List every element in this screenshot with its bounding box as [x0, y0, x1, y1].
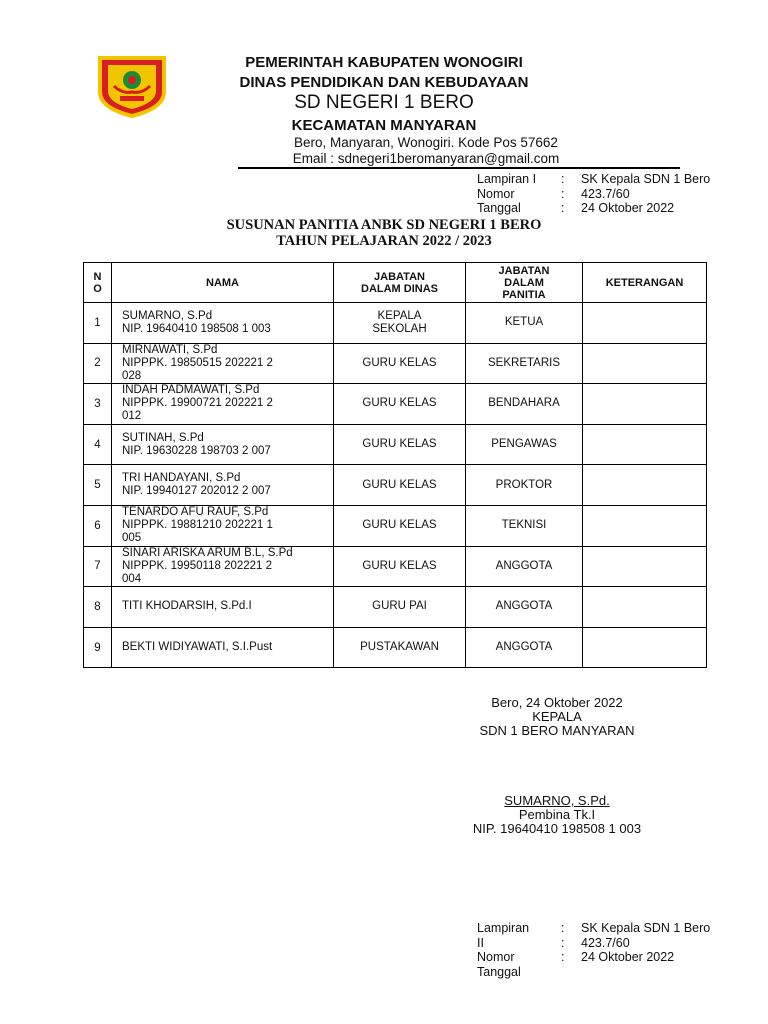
cell-keterangan — [583, 587, 707, 628]
cell-no: 7 — [84, 546, 112, 587]
table-row — [84, 505, 707, 546]
cell-no: 2 — [84, 343, 112, 384]
attachment-row: Lampiran I : SK Kepala SDN 1 Bero — [477, 172, 711, 186]
cell-keterangan — [583, 303, 707, 344]
table-row — [84, 343, 707, 384]
cell-keterangan — [583, 343, 707, 384]
attachment-row: Tanggal : 24 Oktober 2022 — [477, 201, 675, 215]
attachment-row: Lampiran : SK Kepala SDN 1 Bero — [477, 921, 711, 935]
cell-keterangan — [583, 627, 707, 668]
cell-jabatan-dinas: GURU PAI — [334, 587, 466, 628]
table-row — [84, 424, 707, 465]
cell-no: 5 — [84, 465, 112, 506]
table-row — [84, 384, 707, 425]
cell-no: 3 — [84, 384, 112, 425]
cell-no: 4 — [84, 424, 112, 465]
table-row — [84, 627, 707, 668]
cell-nama: TRI HANDAYANI, S.Pd NIP. 19940127 202012 2 007 — [112, 465, 334, 506]
signatory-rank: Pembina Tk.I — [518, 807, 596, 822]
cell-jabatan-dinas: KEPALA SEKOLAH — [334, 303, 466, 344]
cell-jabatan-dinas: GURU KELAS — [334, 465, 466, 506]
header-email: Email : sdnegeri1beromanyaran@gmail.com — [292, 151, 560, 166]
signature-role: KEPALA — [532, 709, 582, 724]
col-header-jabatan-dinas: JABATAN DALAM DINAS — [334, 263, 466, 303]
cell-nama: SUTINAH, S.Pd NIP. 19630228 198703 2 007 — [112, 424, 334, 465]
cell-nama: TENARDO AFU RAUF, S.Pd NIPPPK. 19881210 202221 1 005 — [112, 505, 334, 546]
attachment-row: II : 423.7/60 — [477, 935, 630, 950]
attachment-row: Nomor : 24 Oktober 2022 — [477, 950, 675, 964]
cell-jabatan-panitia: KETUA — [466, 303, 583, 344]
col-header-keterangan: KETERANGAN — [583, 263, 707, 303]
header-school-name: SD NEGERI 1 BERO — [294, 92, 474, 113]
signature-place-date: Bero, 24 Oktober 2022 — [491, 695, 623, 710]
attachment-info-top — [477, 172, 710, 216]
cell-jabatan-panitia: PROKTOR — [466, 465, 583, 506]
signatory-name: SUMARNO, S.Pd. — [504, 793, 610, 808]
header-district: KECAMATAN MANYARAN — [291, 117, 477, 134]
cell-keterangan — [583, 546, 707, 587]
cell-keterangan — [583, 384, 707, 425]
cell-nama: BEKTI WIDIYAWATI, S.I.Pust — [112, 627, 334, 668]
attachment-row: Nomor : 423.7/60 — [477, 186, 630, 201]
cell-nama: MIRNAWATI, S.Pd NIPPPK. 19850515 202221 2 028 — [112, 343, 334, 384]
cell-nama: SUMARNO, S.Pd NIP. 19640410 198508 1 003 — [112, 303, 334, 344]
cell-jabatan-panitia: ANGGOTA — [466, 546, 583, 587]
col-header-nama: NAMA — [112, 263, 334, 303]
table-row — [84, 303, 707, 344]
header-government: PEMERINTAH KABUPATEN WONOGIRI — [245, 54, 523, 71]
cell-jabatan-panitia: BENDAHARA — [466, 384, 583, 425]
table-row — [84, 465, 707, 506]
cell-jabatan-dinas: GURU KELAS — [334, 343, 466, 384]
cell-no: 8 — [84, 587, 112, 628]
document-title: SUSUNAN PANITIA ANBK SD NEGERI 1 BERO — [226, 217, 542, 233]
attachment-info-bottom — [477, 921, 710, 979]
col-header-no: N O — [84, 263, 112, 303]
cell-nama: SINARI ARISKA ARUM B.L, S.Pd NIPPPK. 19950118 202221 2 004 — [112, 546, 334, 587]
table-header-row — [84, 263, 707, 303]
cell-keterangan — [583, 465, 707, 506]
signature-office: SDN 1 BERO MANYARAN — [479, 723, 635, 738]
col-header-jabatan-panitia: JABATAN DALAM PANITIA — [466, 263, 583, 303]
attachment-row: Tanggal — [477, 964, 521, 979]
cell-no: 6 — [84, 505, 112, 546]
cell-jabatan-panitia: PENGAWAS — [466, 424, 583, 465]
cell-jabatan-dinas: GURU KELAS — [334, 505, 466, 546]
header-department: DINAS PENDIDIKAN DAN KEBUDAYAAN — [239, 74, 529, 91]
cell-keterangan — [583, 424, 707, 465]
cell-nama: TITI KHODARSIH, S.Pd.I — [112, 587, 334, 628]
table-row — [84, 587, 707, 628]
cell-jabatan-panitia: TEKNISI — [466, 505, 583, 546]
cell-jabatan-dinas: GURU KELAS — [334, 546, 466, 587]
document-subtitle: TAHUN PELAJARAN 2022 / 2023 — [276, 233, 492, 249]
cell-jabatan-panitia: ANGGOTA — [466, 627, 583, 668]
cell-jabatan-dinas: PUSTAKAWAN — [334, 627, 466, 668]
cell-jabatan-dinas: GURU KELAS — [334, 384, 466, 425]
cell-jabatan-panitia: SEKRETARIS — [466, 343, 583, 384]
cell-no: 9 — [84, 627, 112, 668]
committee-table — [83, 262, 707, 668]
cell-jabatan-panitia: ANGGOTA — [466, 587, 583, 628]
cell-jabatan-dinas: GURU KELAS — [334, 424, 466, 465]
cell-nama: INDAH PADMAWATI, S.Pd NIPPPK. 19900721 202221 2 012 — [112, 384, 334, 425]
table-row — [84, 546, 707, 587]
signatory-nip: NIP. 19640410 198508 1 003 — [472, 821, 642, 836]
letterhead-divider — [238, 167, 680, 169]
header-address: Bero, Manyaran, Wonogiri. Kode Pos 57662 — [294, 135, 558, 150]
cell-keterangan — [583, 505, 707, 546]
cell-no: 1 — [84, 303, 112, 344]
